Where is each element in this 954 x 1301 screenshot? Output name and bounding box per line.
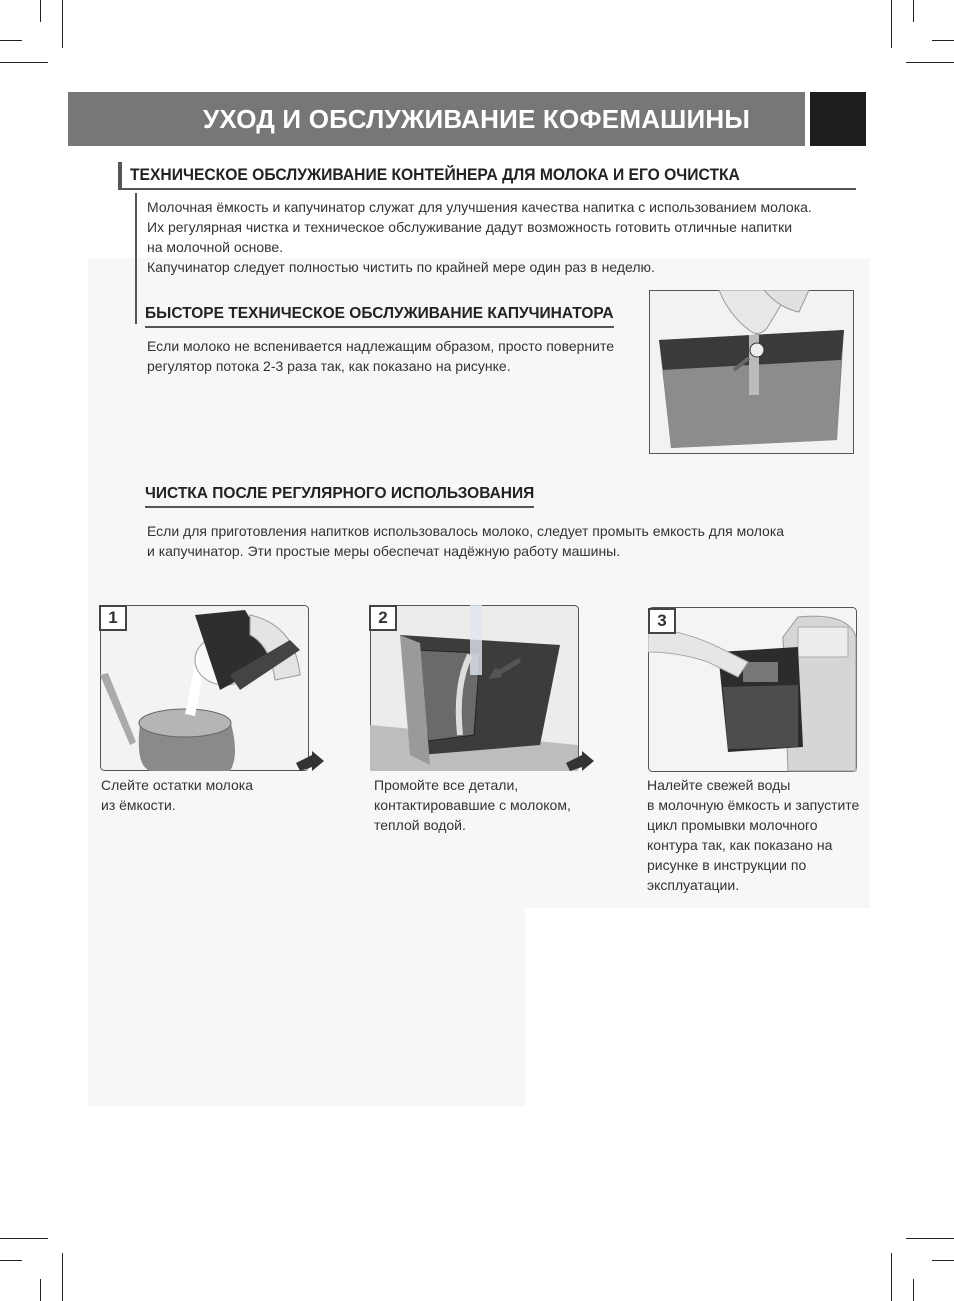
step-1-number: 1 — [99, 605, 127, 631]
crop-mark — [62, 0, 63, 48]
crop-mark — [906, 1238, 954, 1239]
header-block — [810, 92, 866, 146]
regular-line: Если для приготовления напитков использовалось молоко, следует промыть емкость для молока — [147, 523, 785, 539]
caption-line: Слейте остатки молока — [101, 777, 254, 793]
step-2-caption — [374, 775, 571, 835]
step-3-caption — [647, 775, 859, 895]
intro-paragraph — [147, 197, 812, 277]
crop-mark — [40, 0, 41, 22]
caption-line: из ёмкости. — [101, 797, 176, 813]
caption-line: в молочную ёмкость и запустите — [647, 797, 860, 813]
crop-mark — [0, 62, 48, 63]
intro-line: Капучинатор следует полностью чистить по крайней мере один раз в неделю. — [147, 259, 655, 275]
caption-line: эксплуатации. — [647, 877, 740, 893]
caption-line: цикл промывки молочного — [647, 817, 818, 833]
caption-line: контура так, как показано на — [647, 837, 833, 853]
section-heading: ТЕХНИЧЕСКОЕ ОБСЛУЖИВАНИЕ КОНТЕЙНЕРА ДЛЯ МОЛОКА И ЕГО ОЧИСТКА — [130, 165, 740, 184]
step-2-number: 2 — [369, 605, 397, 631]
crop-mark — [62, 1253, 63, 1301]
caption-line: Промойте все детали, — [374, 777, 519, 793]
quick-line: Если молоко не вспенивается надлежащим образом, просто поверните — [147, 338, 615, 354]
crop-mark — [932, 40, 954, 41]
step-1-caption — [101, 775, 253, 815]
intro-line: на молочной основе. — [147, 239, 284, 255]
cappuccinatore-photo — [649, 290, 854, 454]
quick-paragraph — [147, 336, 614, 376]
crop-mark — [913, 0, 914, 22]
crop-mark — [0, 1238, 48, 1239]
caption-line: Налейте свежей воды — [647, 777, 791, 793]
step-1-photo — [100, 605, 328, 773]
quick-line: регулятор потока 2-3 раза так, как показано на рисунке. — [147, 358, 511, 374]
caption-line: теплой водой. — [374, 817, 466, 833]
crop-mark — [40, 1279, 41, 1301]
regular-heading: ЧИСТКА ПОСЛЕ РЕГУЛЯРНОГО ИСПОЛЬЗОВАНИЯ — [145, 485, 534, 508]
regular-paragraph — [147, 521, 784, 561]
intro-line: Их регулярная чистка и техническое обслуживание дадут возможность готовить отличные напитки — [147, 219, 793, 235]
crop-mark — [891, 1253, 892, 1301]
crop-mark — [932, 1260, 954, 1261]
step-3-number: 3 — [648, 608, 676, 634]
intro-line: Молочная ёмкость и капучинатор служат для улучшения качества напитка с использованием молока. — [147, 199, 812, 215]
header-banner — [68, 92, 805, 146]
crop-mark — [0, 40, 22, 41]
section-vertical-rule — [135, 193, 137, 324]
caption-line: рисунке в инструкции по — [647, 857, 807, 873]
crop-mark — [913, 1279, 914, 1301]
crop-mark — [0, 1260, 22, 1261]
step-3-photo — [648, 607, 858, 773]
crop-mark — [906, 62, 954, 63]
quick-heading: БЫСТОРЕ ТЕХНИЧЕСКОЕ ОБСЛУЖИВАНИЕ КАПУЧИНАТОРА — [145, 305, 614, 328]
regular-line: и капучинатор. Эти простые меры обеспечат надёжную работу машины. — [147, 543, 621, 559]
step-2-photo — [370, 605, 598, 773]
background-tint — [88, 908, 525, 1106]
page-title: УХОД И ОБСЛУЖИВАНИЕ КОФЕМАШИНЫ — [202, 104, 751, 134]
crop-mark — [891, 0, 892, 48]
caption-line: контактировавшие с молоком, — [374, 797, 571, 813]
